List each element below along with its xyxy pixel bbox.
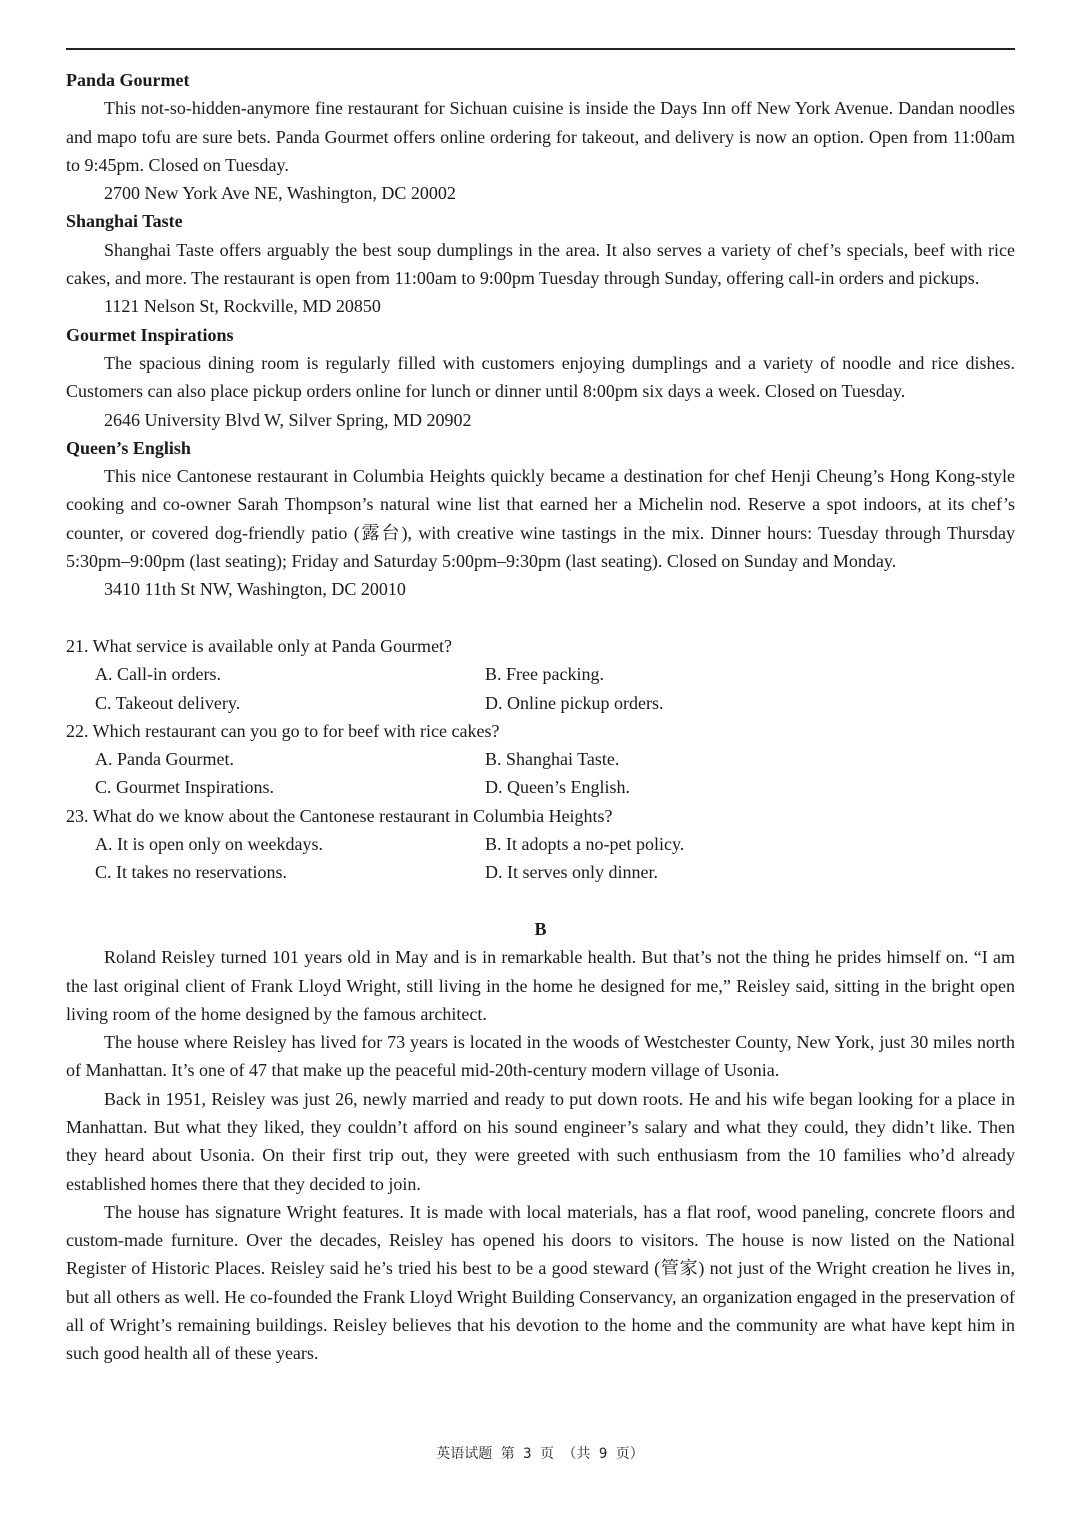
- restaurant-name: Gourmet Inspirations: [66, 324, 234, 345]
- restaurant-name: Shanghai Taste: [66, 211, 183, 232]
- restaurant-name: Panda Gourmet: [66, 70, 190, 90]
- passage-paragraph: Back in 1951, Reisley was just 26, newly married and ready to put down roots. He and his wife began looking for a place in Manhattan. But what they liked, they couldn’t afford on his sound engineer’s salary and what they could, they didn’t like. Then they heard about Usonia. On their first trip out, they were greeted with such enthusiasm from the 10 families who’d already established homes there that they decided to join.: [66, 1088, 1015, 1194]
- option-b: B. Free packing.: [485, 664, 604, 685]
- restaurant-description: Shanghai Taste offers arguably the best soup dumplings in the area. It also serves a variety of chef’s specials, beef with rice cakes, and more. The restaurant is open from 11:00am to 9:00pm Tuesday through Sunday, offering call-in orders and pickups.: [66, 239, 1015, 289]
- option-b: B. It adopts a no-pet policy.: [485, 834, 685, 855]
- page-footer: 英语试题 第 3 页 （共 9 页）: [436, 1446, 644, 1462]
- question-21: [66, 632, 1015, 717]
- passage-paragraph: Roland Reisley turned 101 years old in May and is in remarkable health. But that’s not the thing he prides himself on. “I am the last original client of Frank Lloyd Wright, still living in the home he designed for me,” Reisley said, sitting in the bright open living room of the home designed by the famous architect.: [66, 947, 1015, 1024]
- option-a: A. It is open only on weekdays.: [95, 834, 323, 855]
- passage-paragraph: The house where Reisley has lived for 73 years is located in the woods of Westchester County, New York, just 30 miles north of Manhattan. It’s one of 47 that make up the peaceful mid-20th-century modern village of Usonia.: [66, 1032, 1015, 1081]
- option-c: C. Takeout delivery.: [95, 692, 241, 713]
- restaurant-address: 2700 New York Ave NE, Washington, DC 20002: [104, 183, 456, 204]
- option-row: [66, 689, 1015, 717]
- spacer: [66, 887, 1015, 915]
- option-b: B. Shanghai Taste.: [485, 749, 620, 770]
- restaurant-name: Queen’s English: [66, 437, 191, 458]
- restaurant-description: This not-so-hidden-anymore fine restaurant for Sichuan cuisine is inside the Days Inn off New York Avenue. Dandan noodles and mapo tofu are sure bets. Panda Gourmet offers online ordering for takeout, and delivery is now an option. Open from 11:00am to 9:45pm. Closed on Tuesday.: [66, 98, 1015, 175]
- spacer: [66, 604, 1015, 632]
- option-d: D. Online pickup orders.: [485, 692, 664, 713]
- option-d: D. Queen’s English.: [485, 777, 630, 798]
- option-d: D. It serves only dinner.: [485, 862, 658, 883]
- restaurant-address: 3410 11th St NW, Washington, DC 20010: [104, 579, 406, 600]
- page-content: [66, 66, 1015, 1368]
- restaurant-shanghai-taste: [66, 207, 1015, 320]
- option-a: A. Panda Gourmet.: [95, 749, 234, 770]
- question-stem: 23. What do we know about the Cantonese restaurant in Columbia Heights?: [66, 805, 613, 826]
- passage-paragraph: The house has signature Wright features. It is made with local materials, has a flat roof, wood paneling, concrete floors and custom-made furniture. Over the decades, Reisley has opened his doors to visitors. The house is now listed on the National Register of Historic Places. Reisley said he’s tried his best to be a good steward (管家) not just of the Wright creation he lives in, but all others as well. He co-founded the Frank Lloyd Wright Building Conservancy, an organization engaged in the preservation of all of Wright’s remaining buildings. Reisley believes that his devotion to the home and the community are what have kept him in such good health all of these years.: [66, 1201, 1015, 1364]
- option-row: [66, 830, 1015, 858]
- restaurant-description: The spacious dining room is regularly filled with customers enjoying dumplings and a variety of noodle and rice dishes. Customers can also place pickup orders online for lunch or dinner until 8:00pm six days a week. Closed on Tuesday.: [66, 352, 1015, 402]
- restaurant-address: 1121 Nelson St, Rockville, MD 20850: [104, 296, 381, 317]
- section-b: [66, 915, 1015, 1368]
- option-row: [66, 660, 1015, 688]
- top-rule: [66, 48, 1015, 50]
- option-c: C. Gourmet Inspirations.: [95, 777, 274, 798]
- question-stem: 21. What service is available only at Panda Gourmet?: [66, 635, 453, 656]
- option-a: A. Call-in orders.: [95, 664, 221, 685]
- question-23: [66, 802, 1015, 887]
- restaurant-panda-gourmet: [66, 66, 1015, 207]
- option-row: [66, 745, 1015, 773]
- option-row: [66, 858, 1015, 886]
- option-c: C. It takes no reservations.: [95, 862, 287, 883]
- restaurant-description: This nice Cantonese restaurant in Columbia Heights quickly became a destination for chef Henji Cheung’s Hong Kong-style cooking and co-owner Sarah Thompson’s natural wine list that earned her a Michelin nod. Reserve a spot indoors, at its chef’s counter, or covered dog-friendly patio (露台), with creative wine tastings in the mix. Dinner hours: Tuesday through Thursday 5:30pm–9:00pm (last seating); Friday and Saturday 5:00pm–9:30pm (last seating). Closed on Sunday and Monday.: [66, 466, 1015, 572]
- option-row: [66, 773, 1015, 801]
- restaurant-queens-english: [66, 434, 1015, 604]
- section-title: B: [534, 918, 547, 939]
- restaurant-gourmet-inspirations: [66, 321, 1015, 434]
- restaurant-address: 2646 University Blvd W, Silver Spring, MD 20902: [104, 409, 472, 430]
- question-22: [66, 717, 1015, 802]
- question-stem: 22. Which restaurant can you go to for beef with rice cakes?: [66, 720, 500, 741]
